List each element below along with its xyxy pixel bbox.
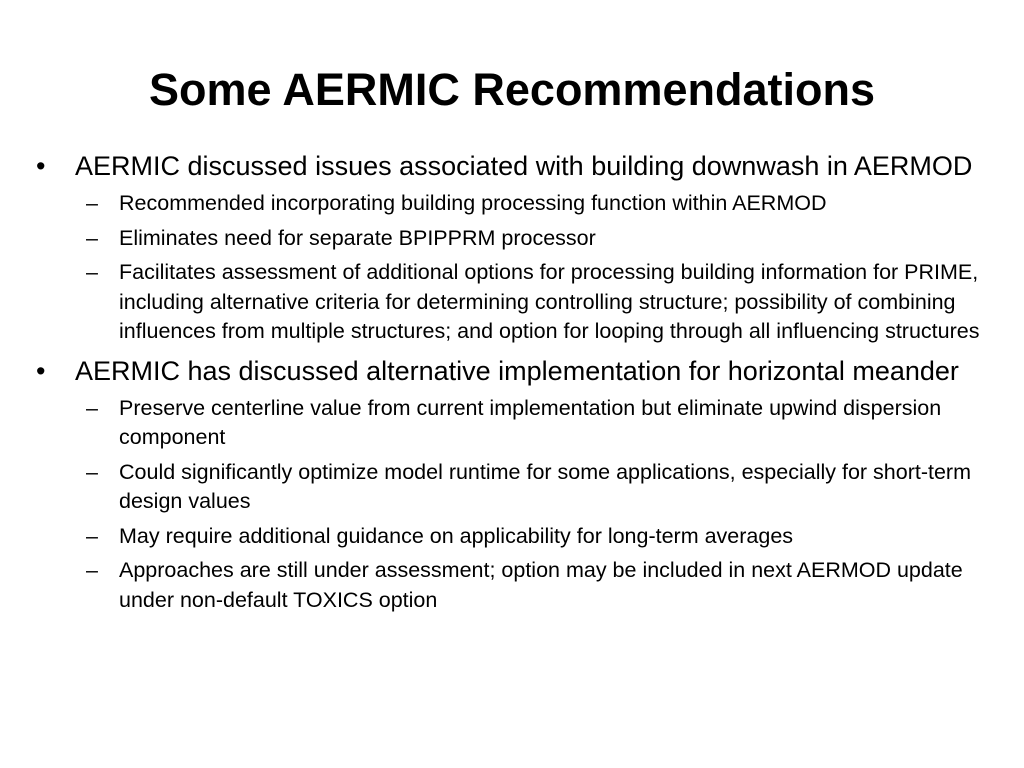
sub-bullet-list — [30, 189, 1005, 347]
sub-bullet-item — [30, 189, 1005, 219]
bullet-item — [30, 355, 1005, 388]
bullet-text: AERMIC discussed issues associated with building downwash in AERMOD — [75, 151, 973, 181]
bullet-marker: • — [36, 355, 46, 386]
sub-bullet-text: Facilitates assessment of additional options for processing building information for PRIME, including alternative criteria for determining controlling structure; possibility of combining influences from multiple structures; and option for looping through all influencing structures — [119, 260, 980, 343]
sub-bullet-list — [30, 394, 1005, 616]
bullet-text: AERMIC has discussed alternative implementation for horizontal meander — [75, 355, 959, 386]
sub-bullet-text: Approaches are still under assessment; option may be included in next AERMOD update under non-default TOXICS option — [119, 558, 963, 612]
bullet-item — [30, 150, 1005, 183]
sub-bullet-item — [30, 224, 1005, 254]
dash-marker: – — [86, 260, 98, 284]
sub-bullet-item — [30, 394, 1005, 453]
sub-bullet-text: May require additional guidance on applicability for long-term averages — [119, 523, 794, 548]
sub-bullet-text: Could significantly optimize model runtime for some applications, especially for short-term design values — [119, 459, 971, 513]
slide-body — [30, 150, 1005, 623]
sub-bullet-text: Recommended incorporating building processing function within AERMOD — [119, 191, 827, 215]
dash-marker: – — [86, 191, 98, 215]
dash-marker: – — [86, 225, 98, 250]
dash-marker: – — [86, 395, 98, 420]
sub-bullet-text: Eliminates need for separate BPIPPRM processor — [119, 225, 596, 250]
dash-marker: – — [86, 523, 98, 548]
bullet-marker: • — [36, 151, 46, 181]
slide-title: Some AERMIC Recommendations — [149, 64, 875, 115]
sub-bullet-item — [30, 258, 1005, 347]
dash-marker: – — [86, 558, 98, 582]
dash-marker: – — [86, 459, 98, 484]
sub-bullet-item — [30, 556, 1005, 615]
sub-bullet-item — [30, 458, 1005, 517]
sub-bullet-text: Preserve centerline value from current implementation but eliminate upwind dispersion component — [119, 395, 942, 449]
sub-bullet-item — [30, 522, 1005, 552]
